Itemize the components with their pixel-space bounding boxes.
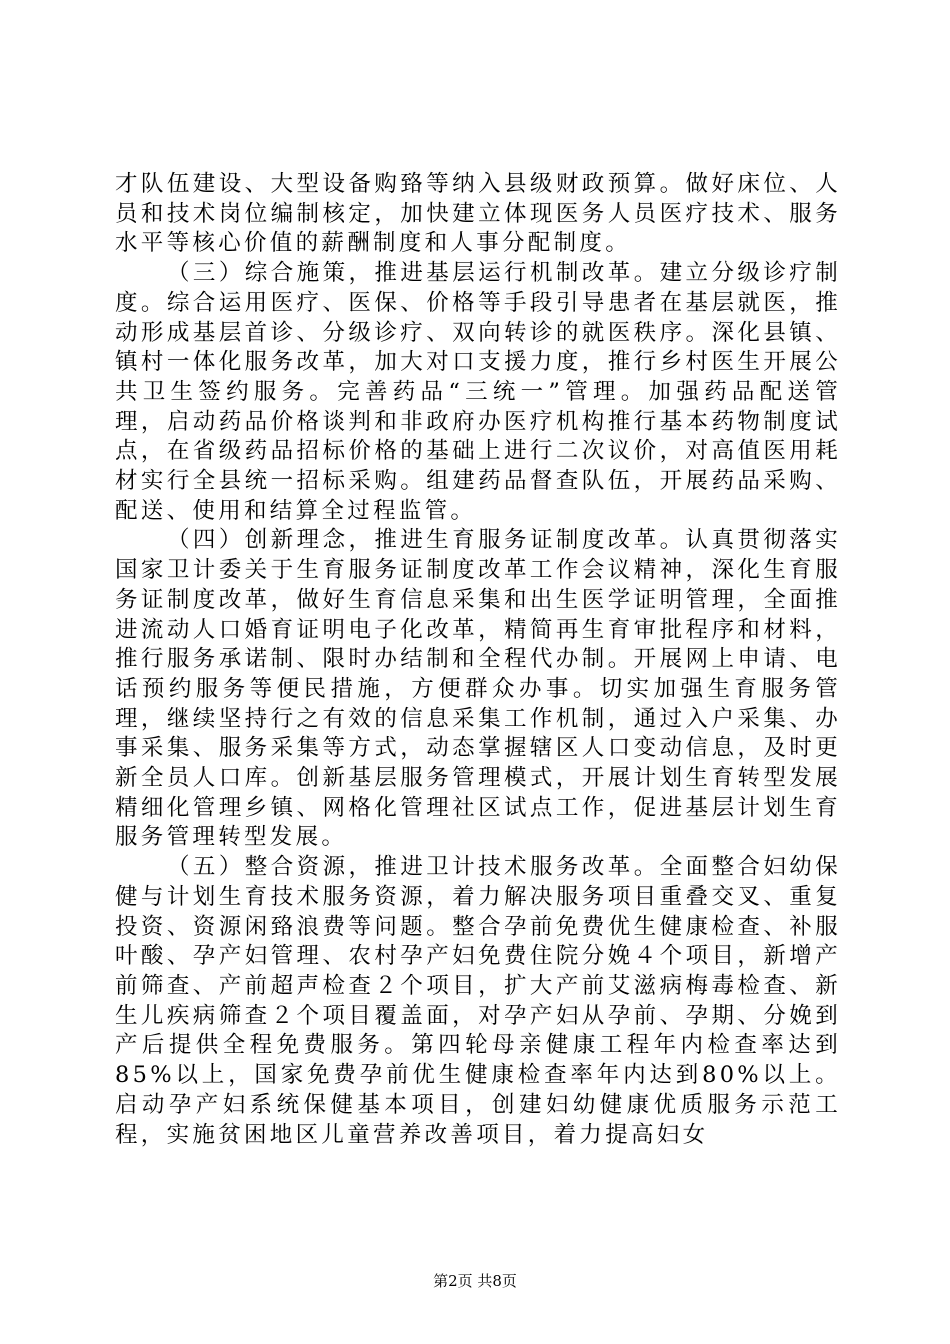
paragraph-section-3: （三）综合施策，推进基层运行机制改革。建立分级诊疗制度。综合运用医疗、医保、价格等手段引导患者在基层就医，推动形成基层首诊、分级诊疗、双向转诊的就医秩序。深化县镇、镇村一体化服务改革，加大对口支援力度，推行乡村医生开展公共卫生签约服务。完善药品“三统一”管理。加强药品配送管理，启动药品价格谈判和非政府办医疗机构推行基本药物制度试点，在省级药品招标价格的基础上进行二次议价，对高值医用耗材实行全县统一招标采购。组建药品督查队伍，开展药品采购、配送、使用和结算全过程监管。 bbox=[115, 260, 841, 524]
page-footer: 第2页 共8页 bbox=[433, 1272, 517, 1290]
paragraph-section-4: （四）创新理念，推进生育服务证制度改革。认真贯彻落实国家卫计委关于生育服务证制度改革工作会议精神，深化生育服务证制度改革，做好生育信息采集和出生医学证明管理，全面推进流动人口婚育证明电子化改革，精简再生育审批程序和材料，推行服务承诺制、限时办结制和全程代办制。开展网上申请、电话预约服务等便民措施，方便群众办事。切实加强生育服务管理，继续坚持行之有效的信息采集工作机制，通过入户采集、办事采集、服务采集等方式，动态掌握辖区人口变动信息，及时更新全员人口库。创新基层服务管理模式，开展计划生育转型发展精细化管理乡镇、网格化管理社区试点工作，促进基层计划生育服务管理转型发展。 bbox=[115, 527, 841, 851]
paragraph-continuation: 才队伍建设、大型设备购臵等纳入县级财政预算。做好床位、人员和技术岗位编制核定，加快建立体现医务人员医疗技术、服务水平等核心价值的薪酬制度和人事分配制度。 bbox=[115, 171, 841, 257]
paragraph-section-5: （五）整合资源，推进卫计技术服务改革。全面整合妇幼保健与计划生育技术服务资源，着力解决服务项目重叠交叉、重复投资、资源闲臵浪费等问题。整合孕前免费优生健康检查、补服叶酸、孕产妇管理、农村孕产妇免费住院分娩４个项目，新增产前筛查、产前超声检查２个项目，扩大产前艾滋病梅毒检查、新生儿疾病筛查２个项目覆盖面，对孕产妇从孕前、孕期、分娩到产后提供全程免费服务。第四轮母亲健康工程年内检查率达到85%以上，国家免费孕前优生健康检查率年内达到80%以上。启动孕产妇系统保健基本项目，创建妇幼健康优质服务示范工程，实施贫困地区儿童营养改善项目，着力提高妇女 bbox=[115, 854, 841, 1148]
document-body bbox=[115, 170, 841, 1150]
